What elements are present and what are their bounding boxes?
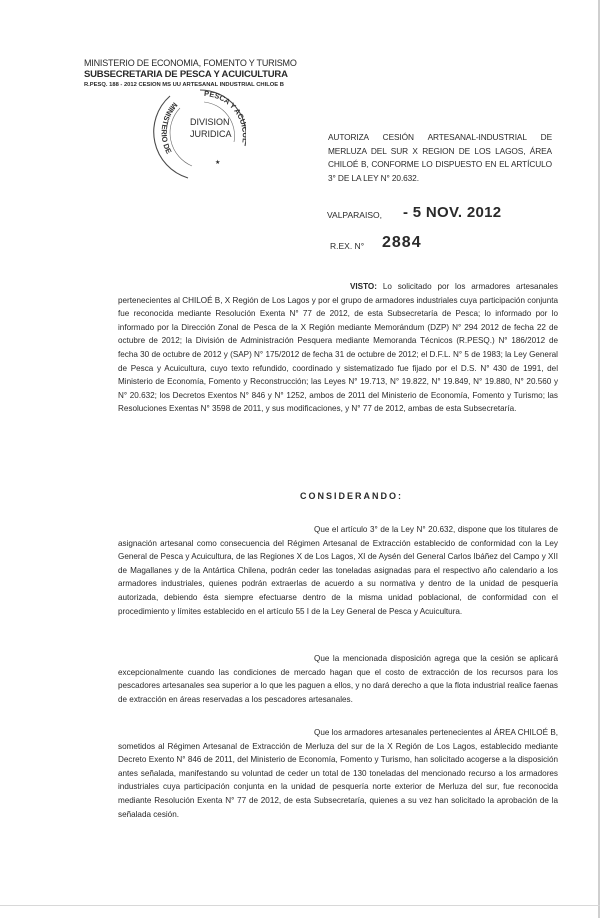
considerando-paragraph-2 bbox=[118, 652, 558, 706]
date-line bbox=[327, 204, 577, 224]
considerando-text-3: Que los armadores artesanales pertenecientes al ÁREA CHILOÉ B, sometidos al Régimen Artesanal de Extracción de Merluza del sur de la X Región de Los Lagos, establecido mediante Decreto Exento N° 846 de 2011, del Ministerio de Economía, Fomento y Turismo, han solicitado acogerse a la disposición antes señalada, manifestando su voluntad de ceder un total de 130 toneladas del mencionado recurso a los armadores industriales cuya participación conjunta en la unidad de pesquería norte exterior de Merluza del sur, fue reconocida mediante Resolución Exenta N° 77 de 2012, de esta Subsecretaría, quienes a su vez han solicitado la aprobación de la señalada cesión. bbox=[118, 728, 558, 819]
seal-ring-left-text: MINISTERIO DE bbox=[159, 100, 180, 156]
seal-line-2: JURIDICA bbox=[190, 129, 232, 139]
seal-line-1: DIVISION bbox=[190, 117, 230, 127]
date-stamp: - 5 NOV. 2012 bbox=[403, 204, 502, 221]
page-bottom-rule bbox=[0, 905, 600, 906]
ministry-name: MINISTERIO DE ECONOMIA, FOMENTO Y TURISMO bbox=[84, 58, 297, 68]
considerando-heading: CONSIDERANDO: bbox=[300, 491, 404, 501]
visto-text: Lo solicitado por los armadores artesanales pertenecientes al CHILOÉ B, X Región de Los Lagos y por el grupo de armadores industriales cuya participación conjunta fue reconocida mediante Resolución Exenta N° 77 de 2012, de esta Subsecretaría de Pesca; lo informado por lo informado por la Dirección Zonal de Pesca de la X Región mediante Memorándum (DZP) N° 294 2012 de fecha 22 de octubre de 2012; la División de Administración Pesquera mediante Memoranda Técnicos (R.PESQ.) N° 186/2012 de fecha 30 de octubre de 2012 y (SAP) N° 175/2012 de fecha 31 de octubre de 2012; el D.F.L. N° 5 de 1983; la Ley General de Pesca y Acuicultura, cuyo texto refundido, coordinado y sistematizado fue fijado por el D.S. N° 430 de 1991, del Ministerio de Economía, Fomento y Reconstrucción; las Leyes N° 19.713, N° 19.822, N° 19.849, N° 19.880, N° 20.560 y N° 20.632; los Decretos Exentos N° 846 y N° 1252, ambos de 2011 del Ministerio de Economía, Fomento y Turismo; las Resoluciones Exentas N° 3598 de 2011, y sus modificaciones, y N° 77 de 2012, ambas de esta Subsecretaría. bbox=[118, 282, 558, 414]
resolution-number-line bbox=[330, 234, 530, 256]
city-label: VALPARAISO, bbox=[327, 210, 382, 220]
considerando-paragraph-1 bbox=[118, 523, 558, 618]
considerando-paragraph-3 bbox=[118, 726, 558, 821]
considerando-text-2: Que la mencionada disposición agrega que la cesión se aplicará excepcionalmente cuando las condiciones de mercado hagan que el costo de extracción de los recursos para los pescadores artesanales sea superior a lo que les paguen a ellos, y no dará derecho a que la flota industrial realice faenas de extracción en áreas reservadas a los pescadores artesanales. bbox=[118, 654, 558, 704]
division-juridica-seal bbox=[146, 82, 246, 180]
resolution-number: 2884 bbox=[382, 234, 422, 251]
svg-text:MINISTERIO DE bbox=[160, 101, 180, 156]
reference-code: R.PESQ. 188 - 2012 CESION MS UU ARTESANAL INDUSTRIAL CHILOE B bbox=[84, 82, 284, 88]
resolution-subject: AUTORIZA CESIÓN ARTESANAL-INDUSTRIAL DE MERLUZA DEL SUR X REGION DE LOS LAGOS, ÁREA CHILOÉ B, CONFORME LO DISPUESTO EN EL ARTÍCULO 3° DE LA LEY N° 20.632. bbox=[328, 132, 552, 183]
star-icon: ★ bbox=[215, 159, 221, 166]
seal-ring-right-text: PESCA Y AC bbox=[203, 88, 246, 121]
visto-label: VISTO: bbox=[350, 282, 377, 291]
resolution-label: R.EX. N° bbox=[330, 241, 365, 251]
subsecretaria-name: SUBSECRETARIA DE PESCA Y ACUICULTURA bbox=[84, 69, 288, 80]
visto-paragraph bbox=[118, 280, 558, 416]
considerando-text-1: Que el artículo 3° de la Ley N° 20.632, dispone que los titulares de asignación artesanal como consecuencia del Régimen Artesanal de Extracción establecido de conformidad con la Ley General de Pesca y Acuicultura, de las Regiones X de Los Lagos, XI de Aysén del General Carlos Ibáñez del Campo y XII de Magallanes y de la Antártica Chilena, podrán ceder las toneladas asignadas para el respectivo año calendario a los armadores industriales, quienes podrán extraerlas de acuerdo a su normativa y dentro de la unidad de pesquería autorizada, debiendo ésta siempre efectuarse dentro de la misma unidad poblacional, de conformidad con el procedimiento y límites establecido en el artículo 55 I de la Ley General de Pesca y Acuicultura. bbox=[118, 525, 558, 616]
